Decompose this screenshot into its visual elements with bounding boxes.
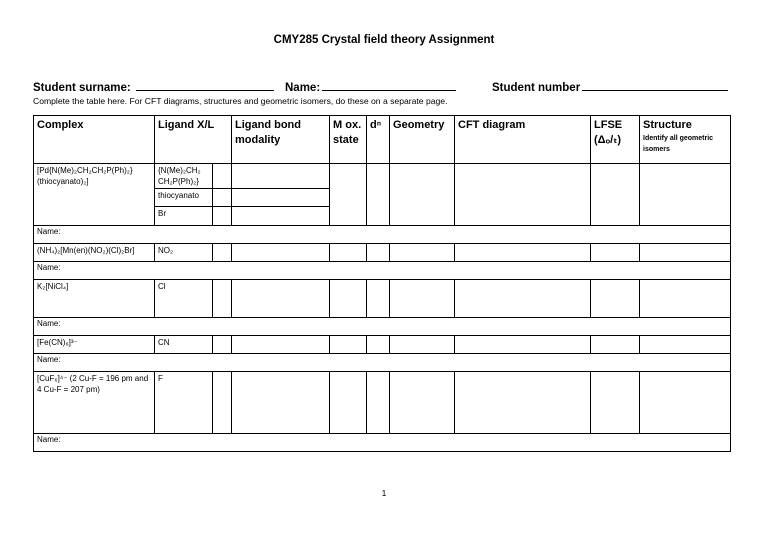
- surname-label: Student surname:: [33, 82, 134, 94]
- m-ox-cell[interactable]: [330, 280, 367, 318]
- cft-cell[interactable]: [455, 336, 591, 354]
- cft-cell[interactable]: [455, 244, 591, 262]
- ligand-xl-cell[interactable]: [213, 244, 232, 262]
- ligand-xl-cell[interactable]: [213, 207, 232, 226]
- ligand-cell: thiocyanato: [155, 189, 213, 207]
- lfse-cell[interactable]: [591, 336, 640, 354]
- header-dn: dⁿ: [367, 116, 390, 164]
- dn-cell[interactable]: [367, 164, 390, 226]
- name-label: Name:: [285, 82, 321, 94]
- complex-cell: (NH₄)₂[Mn(en)(NO₂)(Cl)₂Br]: [34, 244, 155, 262]
- header-ligand: Ligand X/L: [155, 116, 232, 164]
- name-row: [34, 318, 731, 336]
- m-ox-cell[interactable]: [330, 372, 367, 434]
- name-row: [34, 262, 731, 280]
- ligand-xl-cell[interactable]: [213, 280, 232, 318]
- name-row-label[interactable]: Name:: [34, 318, 731, 336]
- student-number-field[interactable]: [492, 79, 728, 94]
- assignment-table: [33, 115, 731, 452]
- bond-modality-cell[interactable]: [232, 164, 330, 189]
- ligand-xl-cell[interactable]: [213, 189, 232, 207]
- complex-cell: [Pd{N(Me)₂CH₂CH₂P(Ph)₂} (thiocyanato)₂]: [34, 164, 155, 226]
- table-row: [34, 336, 731, 354]
- geometry-cell[interactable]: [390, 280, 455, 318]
- ligand-cell: F: [155, 372, 213, 434]
- student-number-blank[interactable]: [582, 79, 728, 91]
- ligand-cell: {N(Me)₂CH₂ CH₂P(Ph)₂}: [155, 164, 213, 189]
- complex-cell: K₂[NiCl₄]: [34, 280, 155, 318]
- name-blank[interactable]: [322, 79, 456, 91]
- header-bond-modality: Ligand bond modality: [232, 116, 330, 164]
- structure-cell[interactable]: [640, 244, 731, 262]
- bond-modality-cell[interactable]: [232, 336, 330, 354]
- name-row-label[interactable]: Name:: [34, 434, 731, 452]
- lfse-cell[interactable]: [591, 372, 640, 434]
- cft-cell[interactable]: [455, 372, 591, 434]
- table-row: [34, 164, 731, 189]
- geometry-cell[interactable]: [390, 372, 455, 434]
- geometry-cell[interactable]: [390, 336, 455, 354]
- name-field[interactable]: [285, 79, 456, 94]
- structure-cell[interactable]: [640, 280, 731, 318]
- header-row: [34, 116, 731, 164]
- ligand-cell: CN: [155, 336, 213, 354]
- geometry-cell[interactable]: [390, 244, 455, 262]
- complex-cell: [CuF₆]⁴⁻ (2 Cu-F = 196 pm and 4 Cu-F = 207 pm): [34, 372, 155, 434]
- geometry-cell[interactable]: [390, 164, 455, 226]
- table-row: [34, 244, 731, 262]
- cft-cell[interactable]: [455, 164, 591, 226]
- lfse-cell[interactable]: [591, 280, 640, 318]
- name-row: [34, 226, 731, 244]
- bond-modality-cell[interactable]: [232, 280, 330, 318]
- structure-cell[interactable]: [640, 336, 731, 354]
- ligand-xl-cell[interactable]: [213, 372, 232, 434]
- bond-modality-cell[interactable]: [232, 372, 330, 434]
- header-structure-title: Structure: [643, 119, 692, 131]
- surname-blank[interactable]: [136, 79, 274, 91]
- header-lfse: LFSE (Δₒ/ₜ): [591, 116, 640, 164]
- header-structure: [640, 116, 731, 164]
- table-row: [34, 372, 731, 434]
- ligand-xl-cell[interactable]: [213, 164, 232, 189]
- name-row: [34, 354, 731, 372]
- name-row: [34, 434, 731, 452]
- surname-field[interactable]: [33, 79, 274, 94]
- dn-cell[interactable]: [367, 372, 390, 434]
- ligand-cell: Br: [155, 207, 213, 226]
- header-structure-subtitle: Identify all geometric isomers: [643, 135, 714, 153]
- ligand-cell: NO₂: [155, 244, 213, 262]
- header-complex: Complex: [34, 116, 155, 164]
- bond-modality-cell[interactable]: [232, 244, 330, 262]
- name-row-label[interactable]: Name:: [34, 354, 731, 372]
- dn-cell[interactable]: [367, 244, 390, 262]
- cft-cell[interactable]: [455, 280, 591, 318]
- ligand-xl-cell[interactable]: [213, 336, 232, 354]
- name-row-label[interactable]: Name:: [34, 226, 731, 244]
- bond-modality-cell[interactable]: [232, 207, 330, 226]
- document-title: CMY285 Crystal field theory Assignment: [273, 34, 495, 46]
- header-geometry: Geometry: [390, 116, 455, 164]
- lfse-cell[interactable]: [591, 244, 640, 262]
- m-ox-cell[interactable]: [330, 244, 367, 262]
- structure-cell[interactable]: [640, 164, 731, 226]
- m-ox-cell[interactable]: [330, 336, 367, 354]
- dn-cell[interactable]: [367, 336, 390, 354]
- structure-cell[interactable]: [640, 372, 731, 434]
- student-fields: [33, 79, 733, 95]
- m-ox-cell[interactable]: [330, 164, 367, 226]
- header-m-ox-state: M ox. state: [330, 116, 367, 164]
- page-number: 1: [381, 488, 387, 498]
- ligand-cell: Cl: [155, 280, 213, 318]
- dn-cell[interactable]: [367, 280, 390, 318]
- complex-cell: [Fe(CN)₆]³⁻: [34, 336, 155, 354]
- name-row-label[interactable]: Name:: [34, 262, 731, 280]
- student-number-label: Student number: [492, 82, 581, 94]
- table-row: [34, 280, 731, 318]
- bond-modality-cell[interactable]: [232, 189, 330, 207]
- lfse-cell[interactable]: [591, 164, 640, 226]
- header-cft-diagram: CFT diagram: [455, 116, 591, 164]
- instructions-text: Complete the table here. For CFT diagrams, structures and geometric isomers, do these on a separate page.: [33, 96, 448, 106]
